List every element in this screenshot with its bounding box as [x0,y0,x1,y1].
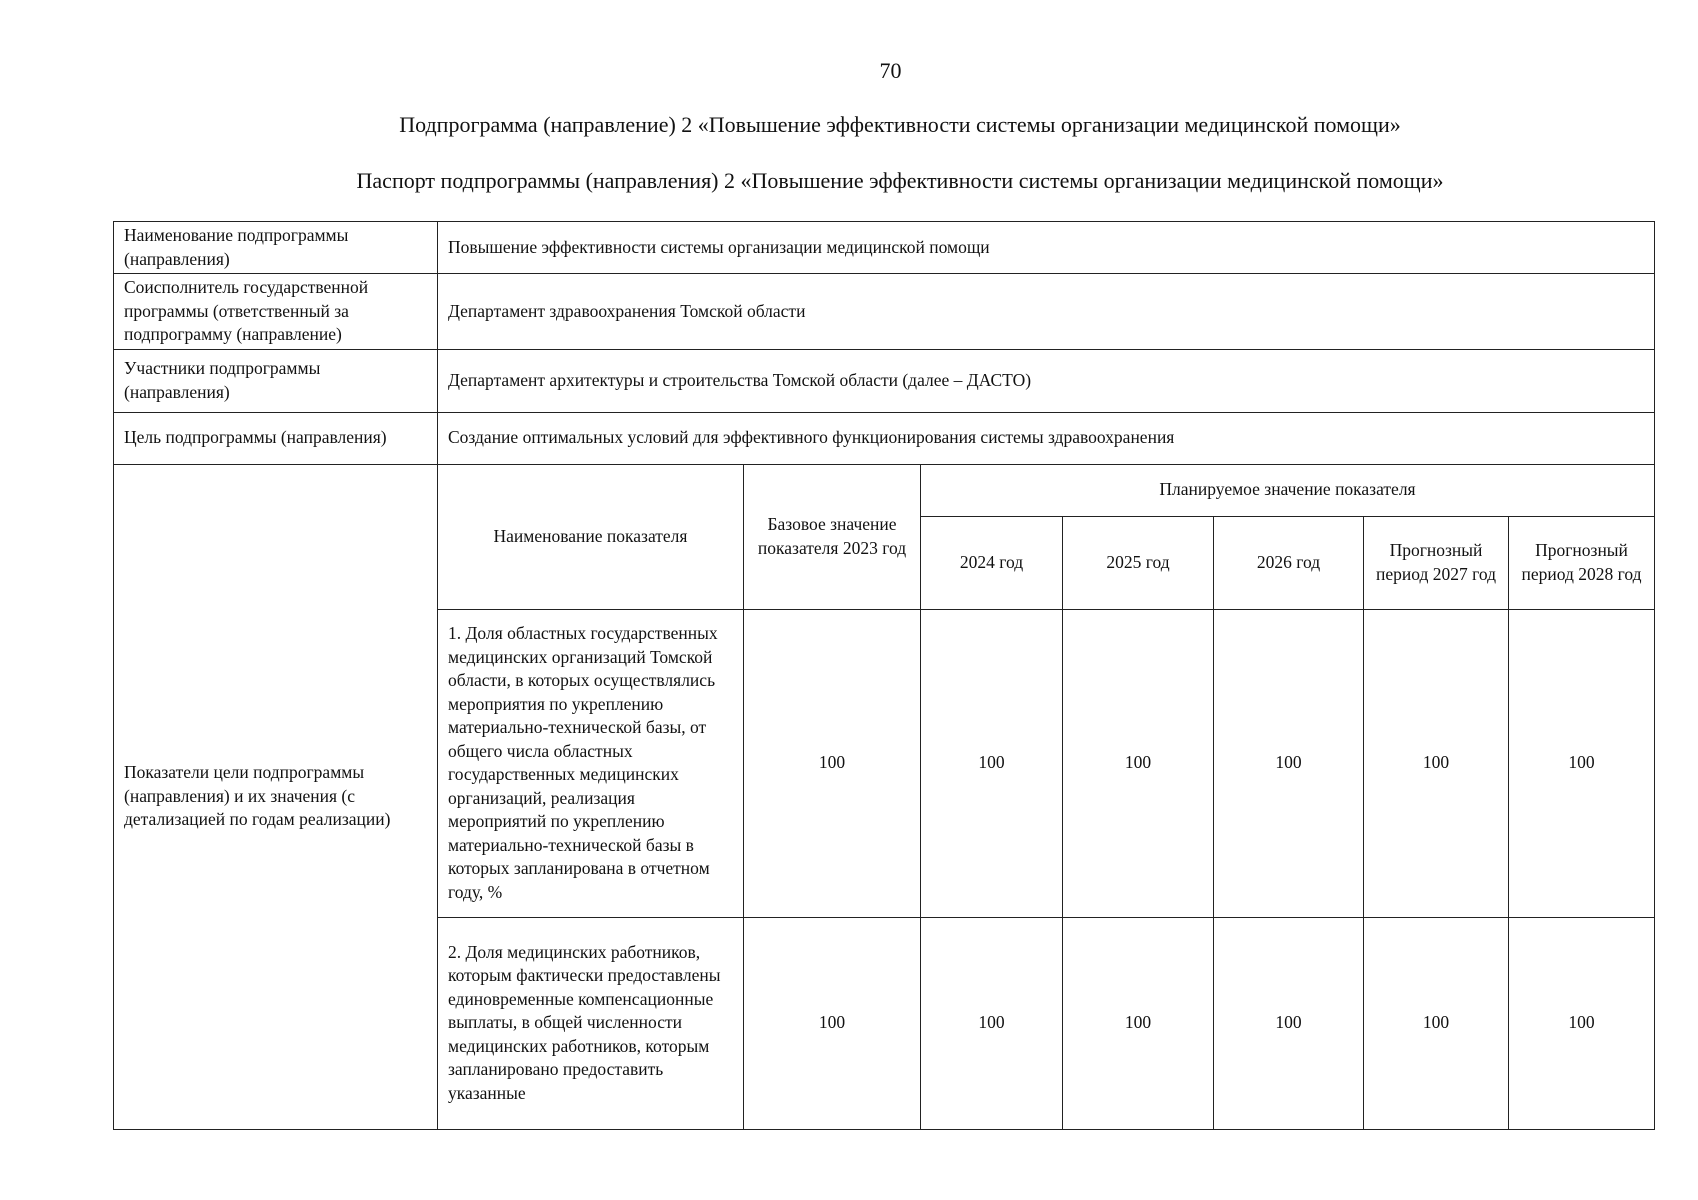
page-number: 70 [879,58,902,83]
passport-title: Паспорт подпрограммы (направления) 2 «Повышение эффективности системы организации медицинской помощи» [356,168,1444,193]
base-value-header: Базовое значение показателя 2023 год [744,464,921,609]
indicator-1-value: 100 [1364,609,1509,917]
row-subprogram-name [114,222,1655,274]
indicator-2-value: 100 [1364,917,1509,1129]
indicator-1-value: 100 [1063,609,1214,917]
indicator-1-value: 100 [1214,609,1364,917]
subprogram-title: Подпрограмма (направление) 2 «Повышение эффективности системы организации медицинской помощи» [399,112,1401,137]
coexecutor-label: Соисполнитель государственной программы (ответственный за подпрограмму (направление) [114,274,438,350]
row-participants [114,349,1655,412]
indicator-2-value: 100 [921,917,1063,1129]
participants-label: Участники подпрограммы (направления) [114,349,438,412]
subprogram-name-value: Повышение эффективности системы организации медицинской помощи [438,222,1655,274]
indicator-2-name: 2. Доля медицинских работников, которым фактически предоставлены единовременные компенсационные выплаты, в общей численности медицинских работников, которым запланировано предоставить указанные [438,917,744,1129]
row-coexecutor [114,274,1655,350]
indicator-1-name: 1. Доля областных государственных медицинских организаций Томской области, в которых осуществлялись мероприятия по укреплению материально-технической базы, от общего числа областных государственных медицинских организаций, реализация мероприятий по укреплению материально-технической базы в которых запланирована в отчетном году, % [438,609,744,917]
year-header: 2025 год [1063,516,1214,609]
indicator-1-value: 100 [1509,609,1655,917]
year-header: Прогнозный период 2027 год [1364,516,1509,609]
indicator-1-value: 100 [921,609,1063,917]
participants-value: Департамент архитектуры и строительства Томской области (далее – ДАСТО) [438,349,1655,412]
indicator-2-base: 100 [744,917,921,1129]
indicator-name-header: Наименование показателя [438,464,744,609]
indicator-2-value: 100 [1214,917,1364,1129]
goal-value: Создание оптимальных условий для эффективного функционирования системы здравоохранения [438,412,1655,464]
indicator-1-base: 100 [744,609,921,917]
indicators-label: Показатели цели подпрограммы (направления) и их значения (с детализацией по годам реализации) [114,464,438,1129]
indicator-2-value: 100 [1063,917,1214,1129]
planned-value-header: Планируемое значение показателя [921,464,1655,516]
year-header: Прогнозный период 2028 год [1509,516,1655,609]
row-goal [114,412,1655,464]
goal-label: Цель подпрограммы (направления) [114,412,438,464]
coexecutor-value: Департамент здравоохранения Томской области [438,274,1655,350]
indicator-2-value: 100 [1509,917,1655,1129]
year-header: 2024 год [921,516,1063,609]
passport-table [113,221,1655,1130]
indicator-header-row-1 [114,464,1655,516]
year-header: 2026 год [1214,516,1364,609]
subprogram-name-label: Наименование подпрограммы (направления) [114,222,438,274]
